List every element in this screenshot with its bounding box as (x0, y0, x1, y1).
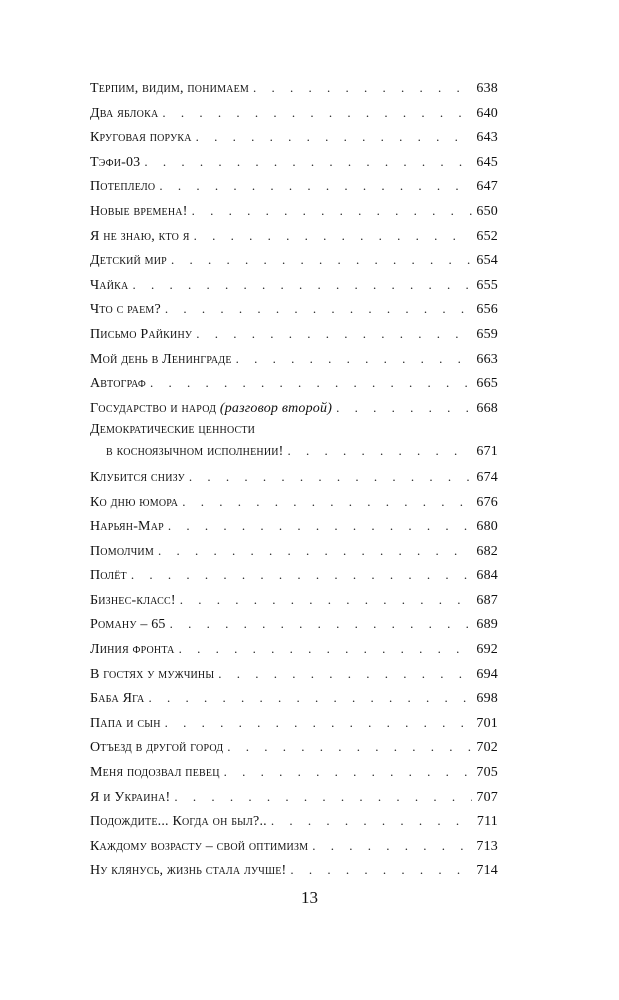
toc-entry-page: 676 (476, 494, 498, 510)
toc-entry-title: Автограф (90, 376, 147, 392)
toc-entry (90, 420, 498, 465)
page-number: 13 (301, 888, 318, 907)
dot-leader (148, 686, 472, 711)
toc-entry-title: Потеплело (90, 179, 156, 195)
toc-entry-page: 707 (476, 789, 498, 805)
toc-entry-page: 692 (476, 642, 498, 658)
dot-leader (192, 199, 473, 224)
toc-entry-page: 638 (476, 81, 498, 96)
toc-entry-title: Клубится снизу (90, 469, 185, 485)
toc-entry-page: 665 (476, 376, 498, 392)
toc-entry-page: 659 (476, 326, 498, 342)
toc-entry-title: Роману – 65 (90, 617, 166, 633)
toc-entry (90, 612, 498, 637)
toc-entry-page: 680 (476, 519, 498, 535)
toc-entry-title: Письмо Райкину (90, 326, 193, 342)
dot-leader (194, 224, 473, 249)
toc-entry (90, 371, 498, 396)
toc-entry-page: 645 (476, 154, 498, 170)
dot-leader (189, 465, 473, 490)
toc-entry (90, 662, 498, 687)
toc-entry (90, 248, 498, 273)
dot-leader (224, 760, 473, 785)
toc-entry-page: 682 (476, 543, 498, 559)
toc-entry (90, 588, 498, 613)
dot-leader (165, 297, 473, 322)
toc-entry (90, 76, 498, 101)
toc-entry-page: 702 (476, 740, 498, 756)
toc-entry (90, 465, 498, 490)
toc-entry (90, 490, 498, 515)
dot-leader (144, 150, 472, 175)
toc-entry-title: Нарьян-Мар (90, 519, 164, 535)
toc-entry-page: 687 (476, 592, 498, 608)
toc-entry-title: Помолчим (90, 543, 154, 559)
toc-entry (90, 174, 498, 199)
dot-leader (253, 76, 472, 101)
toc-entry-title: Баба Яга (90, 691, 145, 707)
toc-entry-title: Мой день в Ленинграде (90, 351, 232, 367)
toc-entry-title: Терпим, видим, понимаем (90, 81, 249, 96)
dot-leader (171, 248, 472, 273)
dot-leader (158, 539, 472, 564)
toc-entry-title: Два яблока (90, 105, 159, 121)
toc-entry (90, 150, 498, 175)
toc-entry (90, 637, 498, 662)
toc-entry-page: 714 (476, 863, 498, 879)
dot-leader (159, 174, 472, 199)
toc-entry-continuation (90, 440, 498, 465)
toc-entry-title: Демократические ценности (90, 422, 256, 438)
toc-entry-title: Линия фронта (90, 642, 175, 658)
toc-entry-page: 698 (476, 691, 498, 707)
toc-entry-title: Ко дню юмора (90, 494, 179, 510)
dot-leader (271, 809, 473, 834)
toc-entry-title: Отъезд в другой город (90, 740, 224, 756)
toc-entry (90, 125, 498, 150)
toc-entry-page: 668 (476, 400, 498, 416)
toc-entry-page: 650 (476, 203, 498, 219)
toc-entry (90, 735, 498, 760)
toc-entry-page: 701 (476, 715, 498, 731)
toc-entry (90, 273, 498, 298)
toc-entry-title: Полёт (90, 568, 127, 584)
toc-entry-page: 694 (476, 666, 498, 682)
toc-entry (90, 760, 498, 785)
toc-entry-page: 671 (476, 444, 498, 460)
toc-entry-page: 647 (476, 179, 498, 195)
toc-entry (90, 347, 498, 372)
toc-entry-title: Папа и сын (90, 715, 161, 731)
toc-entry-title: Чайка (90, 277, 129, 293)
toc-entry-title (90, 397, 332, 422)
toc-entry-title: Ну клянусь, жизнь стала лучше! (90, 863, 287, 879)
toc-entry-page: 684 (476, 568, 498, 584)
toc-entry-title: Тэфи-03 (90, 154, 141, 170)
dot-leader (132, 273, 472, 298)
toc-entry-title-main: Государство и народ (90, 400, 217, 416)
toc-entry-title: Бизнес-класс! (90, 592, 176, 608)
toc-entry-title: В гостях у мужчины (90, 666, 215, 682)
toc-entry (90, 563, 498, 588)
toc-entry-title: Меня подозвал певец (90, 765, 220, 781)
dot-leader (180, 588, 473, 613)
toc-entry-page: 656 (476, 302, 498, 318)
dot-leader (174, 785, 472, 810)
toc-entry-title: Подождите... Когда он был?.. (90, 814, 267, 830)
dot-leader (288, 440, 473, 462)
toc-entry (90, 858, 498, 883)
dot-leader (236, 347, 473, 372)
toc-entry-page: 654 (476, 253, 498, 269)
dot-leader (218, 662, 472, 687)
toc-entry-page: 705 (476, 765, 498, 781)
toc-entry-title: Новые времена! (90, 203, 188, 219)
toc-entry-page: 713 (476, 838, 498, 854)
dot-leader (131, 563, 473, 588)
dot-leader (227, 735, 472, 760)
dot-leader (179, 637, 473, 662)
dot-leader (182, 490, 472, 515)
dot-leader (170, 612, 473, 637)
toc-entry (90, 322, 498, 347)
toc-entry-page: 689 (476, 617, 498, 633)
dot-leader (150, 371, 472, 396)
toc-entry-title: Я и Украина! (90, 789, 171, 805)
toc-entry (90, 224, 498, 249)
toc-entry-title: Я не знаю, кто я (90, 228, 190, 244)
toc-entry-page: 655 (476, 277, 498, 293)
toc-entry (90, 834, 498, 859)
toc-entry (90, 785, 498, 810)
toc-entry (90, 686, 498, 711)
toc-entry-title: Детский мир (90, 253, 167, 269)
toc-entry (90, 809, 498, 834)
dot-leader (165, 711, 473, 736)
toc-entry (90, 101, 498, 126)
table-of-contents (90, 76, 498, 883)
toc-entry (90, 539, 498, 564)
dot-leader (162, 101, 472, 126)
dot-leader (336, 396, 472, 421)
toc-entry-page: 663 (476, 351, 498, 367)
toc-entry (90, 711, 498, 736)
toc-entry-title: Каждому возрасту – свой оптимизм (90, 838, 309, 854)
toc-entry (90, 297, 498, 322)
toc-entry-page: 652 (476, 228, 498, 244)
toc-entry-title-italic: (разговор второй) (219, 400, 333, 416)
toc-entry-page: 640 (476, 105, 498, 121)
toc-entry-title: Круговая порука (90, 130, 192, 146)
dot-leader (196, 125, 473, 150)
toc-entry-page: 643 (476, 130, 498, 146)
toc-entry-title-line2: в косноязычном исполнении! (106, 444, 284, 460)
toc-entry (90, 396, 498, 421)
toc-entry-title: Что с раем? (90, 302, 161, 318)
dot-leader (196, 322, 472, 347)
toc-entry-page: 674 (476, 469, 498, 485)
dot-leader (168, 514, 473, 539)
toc-entry (90, 199, 498, 224)
dot-leader (290, 858, 472, 883)
toc-entry (90, 514, 498, 539)
dot-leader (312, 834, 472, 859)
toc-entry-page: 711 (476, 814, 498, 830)
